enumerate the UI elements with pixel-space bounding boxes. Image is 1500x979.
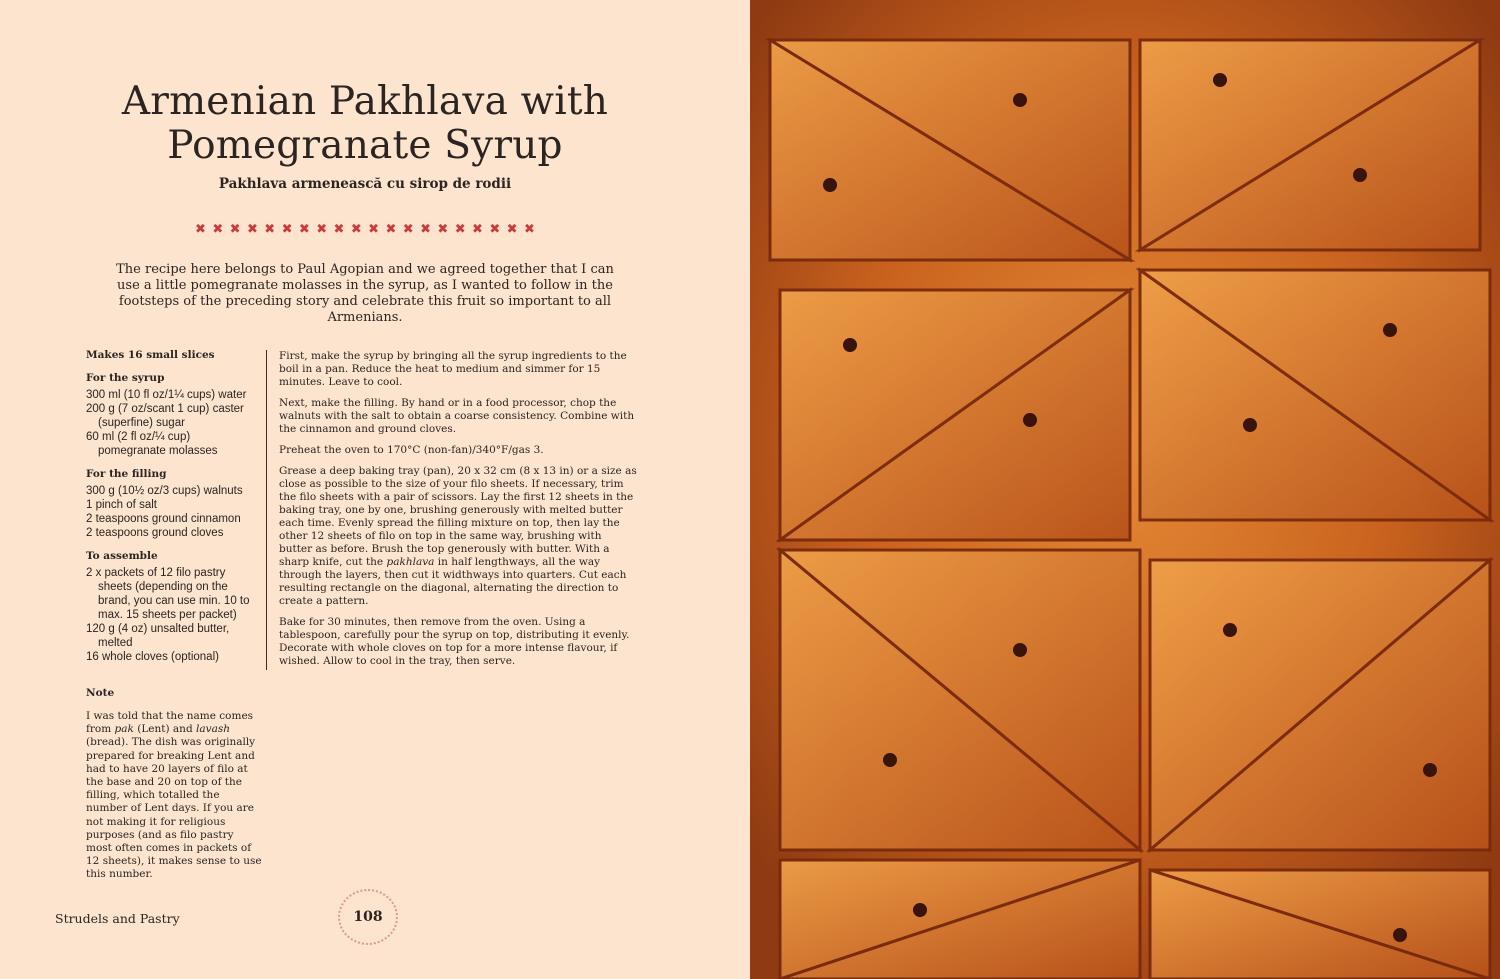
pakhlava-photo-illustration (750, 0, 1500, 979)
note-heading: Note (86, 687, 115, 699)
method-text: Grease a deep baking tray (pan), 20 x 32 cm (8 x 13 in) or a size as close as possible to the size of your filo sheets. If necessary, trim the filo sheets with a pair of scissors. Lay the first 12 sheets in the baking tray, one by one, brushing generously with melted butter each time. Evenly spread the filling mixture on top, then lay the other 12 sheets of filo on top in the same way, brushing with butter as before. Brush the top generously with butter. With a sharp knife, cut the (279, 465, 637, 568)
stitch-icon: ✖ (368, 222, 380, 237)
ingredient-item: 300 ml (10 fl oz/1¼ cups) water (86, 389, 247, 401)
note-text: (Lent) and (133, 723, 197, 736)
stitch-icon: ✖ (420, 222, 431, 237)
method-step: First, make the syrup by bringing all the syrup ingredients to the boil in a pan. Reduce the heat to medium and simmer for 15 minutes. Leave to cool. (279, 350, 627, 388)
note-body (86, 710, 262, 882)
note-text: (bread). The dish was originally prepared for breaking Lent and had to have 20 layers of filo at the base and 20 on top of the filling, which totalled the number of Lent days. If you are not making it for religious purposes (and as filo pastry most often comes in packets of 12 sheets), it makes sense to use this number. (86, 736, 262, 881)
note-emphasis: lavash (196, 723, 230, 736)
stitch-icon: ✖ (523, 222, 535, 237)
stitch-icon: ✖ (437, 222, 449, 237)
ingredient-item: 2 x packets of 12 filo pastry sheets (depending on the brand, you can use min. 10 to max. 15 sheets per packet) (86, 567, 250, 621)
ingredient-item: 200 g (7 oz/scant 1 cup) caster (superfine) sugar (86, 403, 244, 429)
ingredient-item: 1 pinch of salt (86, 499, 157, 511)
note-text: I was told that the name comes from (86, 710, 254, 736)
method-emphasis: pakhlava (386, 556, 435, 568)
ingredient-item: 300 g (10½ oz/3 cups) walnuts (86, 485, 243, 497)
stitch-icon: ✖ (195, 222, 206, 237)
ingredient-item: 2 teaspoons ground cinnamon (86, 513, 241, 525)
page-number: 108 (353, 909, 383, 925)
ingredients-column (86, 346, 261, 664)
stitch-icon: ✖ (281, 222, 293, 237)
stitch-icon: ✖ (454, 222, 466, 237)
method-step: Preheat the oven to 170°C (non-fan)/340°F/gas 3. (279, 444, 544, 456)
method-text: in half lengthways, all the way through the layers, then cut it widthways into quarters. Cut each resulting rectangle on the diagonal, alternating the direction to create a pattern. (279, 556, 627, 607)
stitch-icon: ✖ (472, 222, 483, 237)
filling-heading: For the filling (86, 468, 167, 480)
assemble-heading: To assemble (86, 550, 158, 562)
stitch-icon: ✖ (333, 222, 345, 237)
pakhlava-photo (750, 0, 1500, 979)
stitch-icon: ✖ (246, 222, 258, 237)
recipe-subtitle: Pakhlava armenească cu sirop de rodii (218, 176, 512, 192)
yield-label: Makes 16 small slices (86, 349, 215, 361)
stitch-icon: ✖ (489, 222, 501, 237)
ingredient-item: 60 ml (2 fl oz/¼ cup) pomegranate molasses (86, 431, 218, 457)
recipe-intro: The recipe here belongs to Paul Agopian and we agreed together that I can use a little pomegranate molasses in the syrup, as I wanted to follow in the footsteps of the preceding story and celebrate this fruit so important to all Armenians. (116, 262, 614, 325)
stitch-icon: ✖ (506, 222, 518, 237)
recipe-title: Armenian Pakhlava with Pomegranate Syrup (121, 79, 609, 168)
stitch-icon: ✖ (385, 222, 397, 237)
ingredient-item: 16 whole cloves (optional) (86, 651, 219, 663)
ingredient-item: 2 teaspoons ground cloves (86, 527, 224, 539)
chapter-label: Strudels and Pastry (55, 911, 180, 926)
page-number-badge (338, 889, 398, 945)
stitch-icon: ✖ (212, 222, 224, 237)
method-column (279, 350, 637, 676)
stitch-icon: ✖ (229, 222, 241, 237)
stitch-icon: ✖ (402, 222, 414, 237)
stitch-icon: ✖ (264, 222, 276, 237)
cross-stitch-divider (195, 222, 535, 238)
column-divider (266, 350, 267, 670)
method-step (279, 465, 637, 608)
stitch-icon: ✖ (298, 222, 310, 237)
method-step: Bake for 30 minutes, then remove from the oven. Using a tablespoon, carefully pour the syrup on top, distributing it evenly. Decorate with whole cloves on top for a more intense flavour, if wished. Allow to cool in the tray, then serve. (279, 616, 630, 667)
method-step: Next, make the filling. By hand or in a food processor, chop the walnuts with the salt to obtain a coarse consistency. Combine with the cinnamon and ground cloves. (279, 397, 635, 435)
syrup-heading: For the syrup (86, 372, 165, 384)
note-emphasis: pak (114, 723, 134, 736)
stitch-icon: ✖ (350, 222, 362, 237)
ingredient-item: 120 g (4 oz) unsalted butter, melted (86, 623, 230, 649)
stitch-icon: ✖ (316, 222, 328, 237)
